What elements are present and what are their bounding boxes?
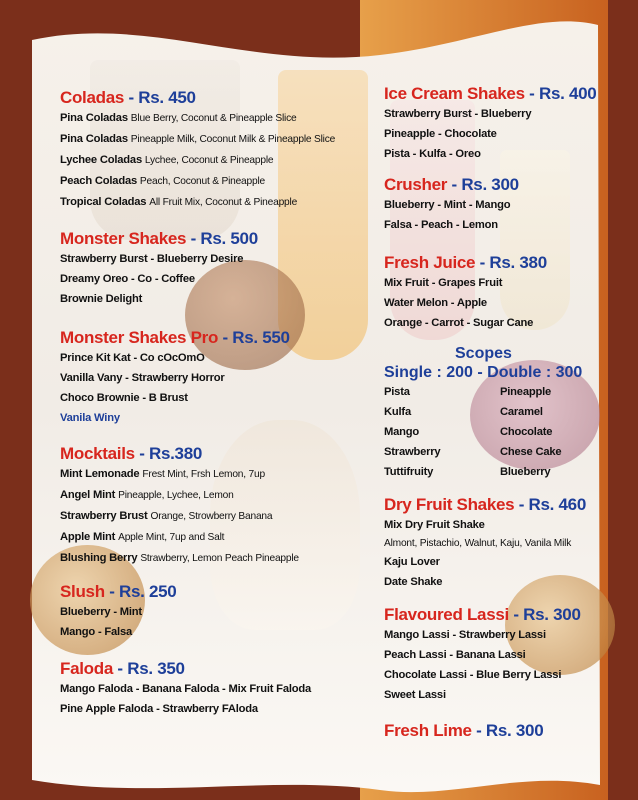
list-item: Kulfa xyxy=(384,406,411,418)
list-item: Dreamy Oreo - Co - Coffee xyxy=(60,273,195,285)
list-item: Pina Coladas Blue Berry, Coconut & Pineapple Slice xyxy=(60,112,297,124)
list-item: Strawberry Brust Orange, Strowberry Banana xyxy=(60,510,273,522)
list-item: Choco Brownie - B Brust xyxy=(60,392,188,404)
section-coladas xyxy=(60,88,335,213)
section-scopes xyxy=(384,344,610,482)
juice-title: Fresh Juice xyxy=(384,253,476,272)
list-item: Pina Coladas Pineapple Milk, Coconut Milk & Pineapple Slice xyxy=(60,133,336,145)
slush-title: Slush xyxy=(60,582,105,601)
scopes-double-price: Double : 300 xyxy=(487,364,583,381)
list-item: Kaju Lover xyxy=(384,556,440,568)
section-fresh-juice xyxy=(384,253,547,333)
coladas-title: Coladas xyxy=(60,88,125,107)
section-fresh-lime xyxy=(384,721,543,741)
monster-pro-heading: Monster Shakes Pro - Rs. 550 xyxy=(60,328,290,347)
list-item: Caramel xyxy=(500,406,543,418)
list-item: Peach Lassi - Banana Lassi xyxy=(384,649,526,661)
monster-title: Monster Shakes xyxy=(60,229,187,248)
icecream-title: Ice Cream Shakes xyxy=(384,84,525,103)
section-monster-shakes-pro xyxy=(60,328,290,428)
list-item: Date Shake xyxy=(384,576,443,588)
juice-price: Rs. 380 xyxy=(489,253,547,272)
mocktails-heading: Mocktails - Rs.380 xyxy=(60,444,203,463)
list-item: Tropical Coladas All Fruit Mix, Coconut & Pineapple xyxy=(60,196,298,208)
list-item: Mango - Falsa xyxy=(60,626,132,638)
crusher-price: Rs. 300 xyxy=(461,175,519,194)
crusher-heading: Crusher - Rs. 300 xyxy=(384,175,519,194)
list-item: Mango Faloda - Banana Faloda - Mix Fruit Faloda xyxy=(60,683,312,695)
list-item-description: Almont, Pistachio, Walnut, Kaju, Vanila Milk xyxy=(384,538,572,549)
dryfruit-price: Rs. 460 xyxy=(528,495,586,514)
section-dry-fruit-shakes xyxy=(384,495,586,592)
list-item: Strawberry Burst - Blueberry xyxy=(384,108,532,120)
section-crusher xyxy=(384,175,519,235)
slush-heading: Slush - Rs. 250 xyxy=(60,582,177,601)
list-item: Lychee Coladas Lychee, Coconut & Pineapple xyxy=(60,154,274,166)
list-item: Mint Lemonade Frest Mint, Frsh Lemon, 7up xyxy=(60,468,265,480)
list-item: Falsa - Peach - Lemon xyxy=(384,219,498,231)
faloda-price: Rs. 350 xyxy=(127,659,185,678)
lassi-title: Flavoured Lassi xyxy=(384,605,509,624)
section-ice-cream-shakes xyxy=(384,84,596,164)
mocktails-price: Rs.380 xyxy=(149,444,203,463)
list-item: Mango xyxy=(384,426,420,438)
scopes-prices xyxy=(384,363,610,382)
list-item: Peach Coladas Peach, Coconut & Pineapple xyxy=(60,175,265,187)
icecream-heading: Ice Cream Shakes - Rs. 400 xyxy=(384,84,597,103)
list-item: Vanila Winy xyxy=(60,412,120,424)
lime-title: Fresh Lime xyxy=(384,721,472,740)
lassi-heading: Flavoured Lassi - Rs. 300 xyxy=(384,605,581,624)
lime-price: Rs. 300 xyxy=(485,721,544,740)
monster-price: Rs. 500 xyxy=(200,229,258,248)
dryfruit-title: Dry Fruit Shakes xyxy=(384,495,515,514)
section-slush xyxy=(60,582,176,642)
scopes-single-price: Single : 200 - xyxy=(384,364,483,381)
icecream-price: Rs. 400 xyxy=(538,84,597,103)
section-faloda xyxy=(60,659,311,719)
list-item: Prince Kit Kat - Co cOcOmO xyxy=(60,352,205,364)
list-item: Orange - Carrot - Sugar Cane xyxy=(384,317,534,329)
list-item: Pineapple xyxy=(500,386,552,398)
faloda-heading: Faloda - Rs. 350 xyxy=(60,659,185,678)
list-item: Vanilla Vany - Strawberry Horror xyxy=(60,372,225,384)
list-item: Pineapple - Chocolate xyxy=(384,128,497,140)
list-item: Angel Mint Pineapple, Lychee, Lemon xyxy=(60,489,234,501)
list-item: Blueberry xyxy=(500,466,551,478)
section-monster-shakes xyxy=(60,229,258,309)
lime-heading: Fresh Lime - Rs. 300 xyxy=(384,721,544,740)
monster-pro-price: Rs. 550 xyxy=(232,328,290,347)
coladas-price: Rs. 450 xyxy=(138,88,196,107)
dryfruit-heading: Dry Fruit Shakes - Rs. 460 xyxy=(384,495,586,514)
mocktails-title: Mocktails xyxy=(60,444,135,463)
list-item: Mix Fruit - Grapes Fruit xyxy=(384,277,503,289)
scopes-flavours xyxy=(384,382,610,482)
list-item: Mango Lassi - Strawberry Lassi xyxy=(384,629,546,641)
juice-heading: Fresh Juice - Rs. 380 xyxy=(384,253,547,272)
list-item: Chocolate xyxy=(500,426,553,438)
faloda-title: Faloda xyxy=(60,659,113,678)
list-item: Tuttifruity xyxy=(384,466,434,478)
list-item: Blueberry - Mint xyxy=(60,606,142,618)
section-mocktails xyxy=(60,444,299,569)
list-item: Chese Cake xyxy=(500,446,562,458)
list-item: Pista - Kulfa - Oreo xyxy=(384,148,481,160)
lassi-price: Rs. 300 xyxy=(523,605,581,624)
list-item: Water Melon - Apple xyxy=(384,297,487,309)
list-item: Sweet Lassi xyxy=(384,689,446,701)
section-flavoured-lassi xyxy=(384,605,581,705)
list-item: Blueberry - Mint - Mango xyxy=(384,199,511,211)
monster-heading: Monster Shakes - Rs. 500 xyxy=(60,229,258,248)
list-item: Chocolate Lassi - Blue Berry Lassi xyxy=(384,669,562,681)
list-item: Apple Mint Apple Mint, 7up and Salt xyxy=(60,531,225,543)
crusher-title: Crusher xyxy=(384,175,448,194)
list-item: Pista xyxy=(384,386,410,398)
list-item: Brownie Delight xyxy=(60,293,143,305)
list-item: Pine Apple Faloda - Strawberry FAloda xyxy=(60,703,258,715)
monster-pro-title: Monster Shakes Pro xyxy=(60,328,219,347)
list-item: Mix Dry Fruit Shake xyxy=(384,519,485,531)
list-item: Strawberry xyxy=(384,446,441,458)
slush-price: Rs. 250 xyxy=(119,582,177,601)
list-item: Blushing Berry Strawberry, Lemon Peach Pineapple xyxy=(60,552,299,564)
coladas-heading: Coladas - Rs. 450 xyxy=(60,88,196,107)
list-item: Strawberry Burst - Blueberry Desire xyxy=(60,253,244,265)
scopes-title: Scopes xyxy=(455,345,512,362)
